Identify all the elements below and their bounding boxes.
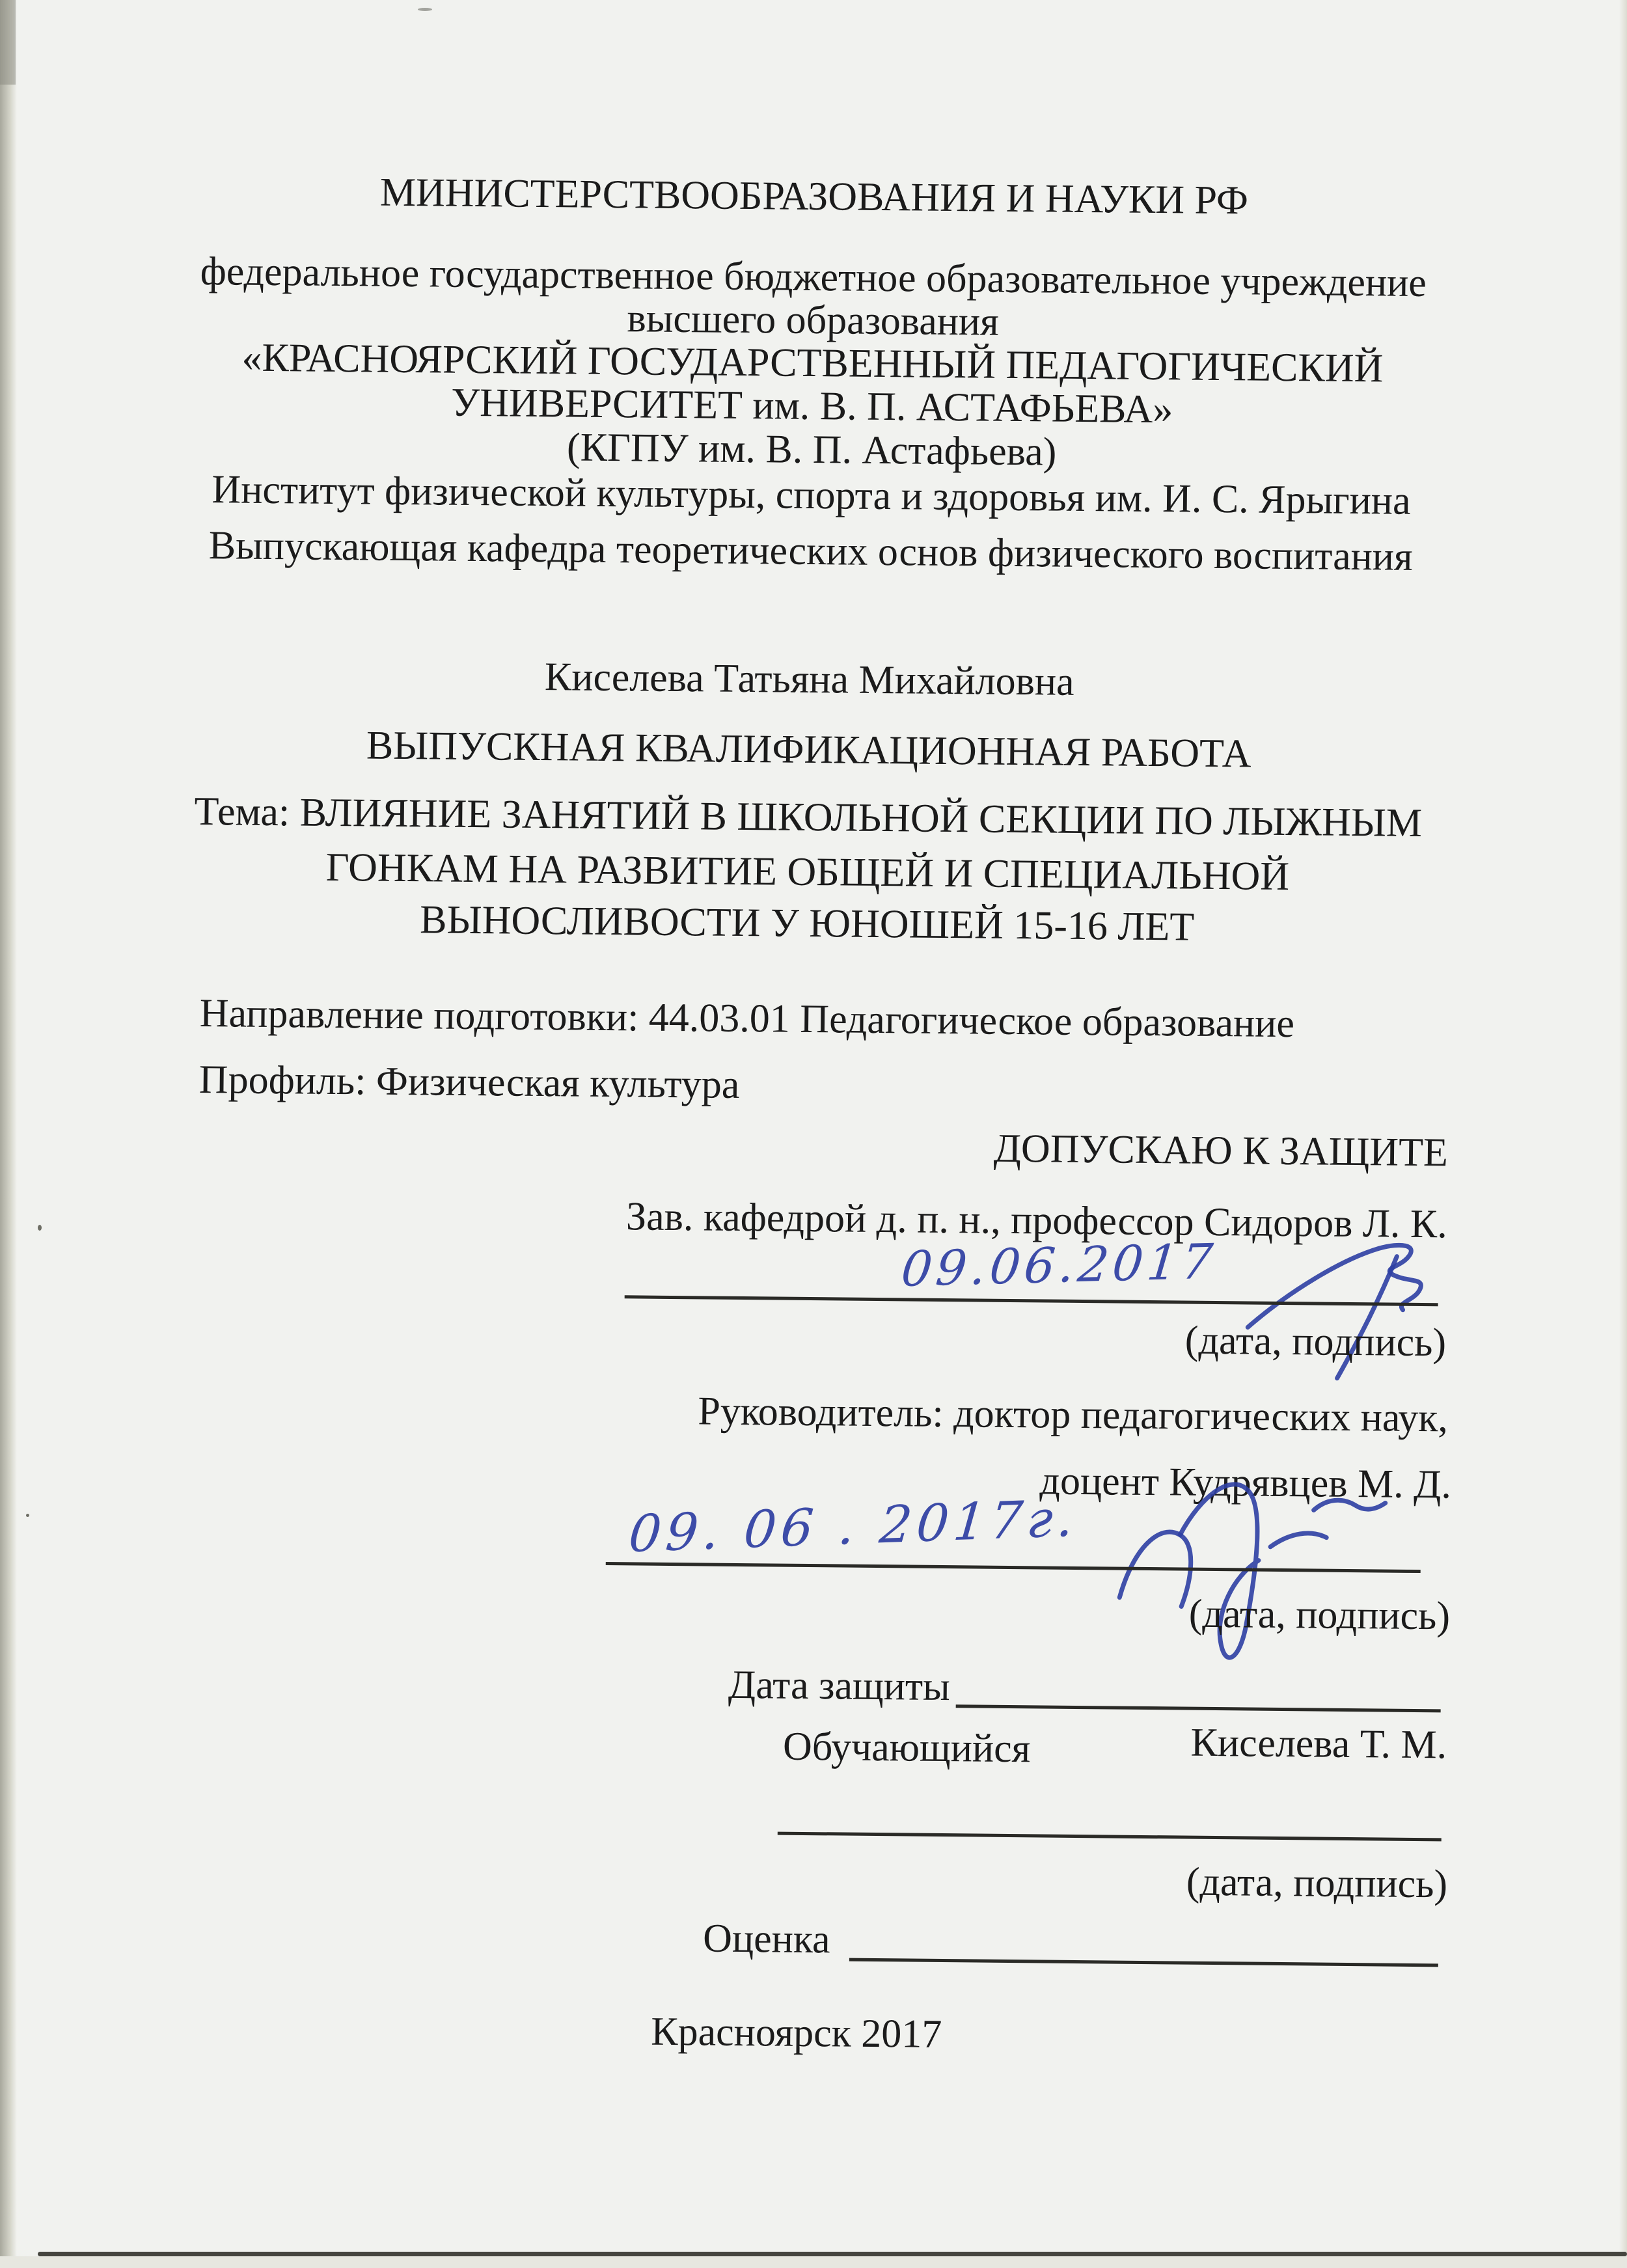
signature-stroke [1314,1500,1386,1511]
scan-speck [26,1514,29,1517]
topic-line-2: ГОНКАМ НА РАЗВИТИЕ ОБЩЕЙ И СПЕЦИАЛЬНОЙ [325,845,1290,899]
program-line: Направление подготовки: 44.03.01 Педагогическое образование [199,991,1295,1046]
student-name: Киселева Т. М. [1190,1720,1447,1768]
head-signature [1235,1200,1452,1397]
topic-line-3: ВЫНОСЛИВОСТИ У ЮНОШЕЙ 15-16 ЛЕТ [419,897,1195,950]
supervisor-line-2: доцент Кудрявцев М. Д. [1039,1458,1452,1507]
scan-edge-bottom [38,2252,1627,2256]
defense-date-label: Дата защиты [728,1662,951,1710]
university-line-1: «КРАСНОЯРСКИЙ ГОСУДАРСТВЕННЫЙ ПЕДАГОГИЧЕСКИЙ [241,335,1384,391]
work-type-title: ВЫПУСКНАЯ КВАЛИФИКАЦИОННАЯ РАБОТА [366,723,1251,776]
scan-speck [38,1225,42,1231]
scan-speck [418,8,432,11]
university-line-2: УНИВЕРСИТЕТ им. В. П. АСТАФЬЕВА» [451,380,1173,432]
grade-blank [849,1958,1438,1967]
ministry-line: МИНИСТЕРСТВООБРАЗОВАНИЯ И НАУКИ РФ [379,170,1249,223]
scan-corner-top-left [0,0,16,85]
student-caption: (дата, подпись) [1186,1859,1448,1907]
profile-line: Профиль: Физическая культура [198,1057,740,1107]
supervisor-line-1: Руководитель: доктор педагогических наук, [698,1389,1449,1441]
scan-edge-right [1619,0,1627,2268]
student-label: Обучающийся [782,1724,1031,1771]
university-abbrev: (КГПУ им. В. П. Астафьева) [566,425,1057,474]
handwritten-date-supervisor: 09. 06 . 2017г. [626,1489,1081,1564]
signature-stroke [1270,1533,1326,1547]
grade-label: Оценка [702,1916,830,1962]
scanner-background [0,2256,1627,2268]
institute-line: Институт физической культуры, спорта и здоровья им. И. С. Ярыгина [212,467,1411,523]
supervisor-signature [1083,1425,1398,1688]
supervisor-caption: (дата, подпись) [1188,1591,1451,1639]
department-line: Выпускающая кафедра теоретических основ физического воспитания [208,523,1413,579]
handwritten-date-approval: 09.06.2017 [899,1233,1220,1298]
scan-edge-left [0,0,17,2268]
defense-date-blank [956,1704,1441,1712]
federal-line-1: федеральное государственное бюджетное образовательное учреждение [200,249,1427,306]
city-year-line: Красноярск 2017 [651,2009,942,2057]
federal-line-2: высшего образования [627,296,999,344]
topic-line-1: Тема: ВЛИЯНИЕ ЗАНЯТИЙ В ШКОЛЬНОЙ СЕКЦИИ ПО ЛЫЖНЫМ [194,789,1423,846]
approval-caption: (дата, подпись) [1184,1318,1447,1365]
author-name: Киселева Татьяна Михайловна [544,655,1074,704]
department-head-line: Зав. кафедрой д. п. н., профессор Сидоров Л. К. [625,1194,1448,1247]
student-signature-line [778,1832,1442,1842]
approval-heading: ДОПУСКАЮ К ЗАЩИТЕ [993,1126,1449,1175]
